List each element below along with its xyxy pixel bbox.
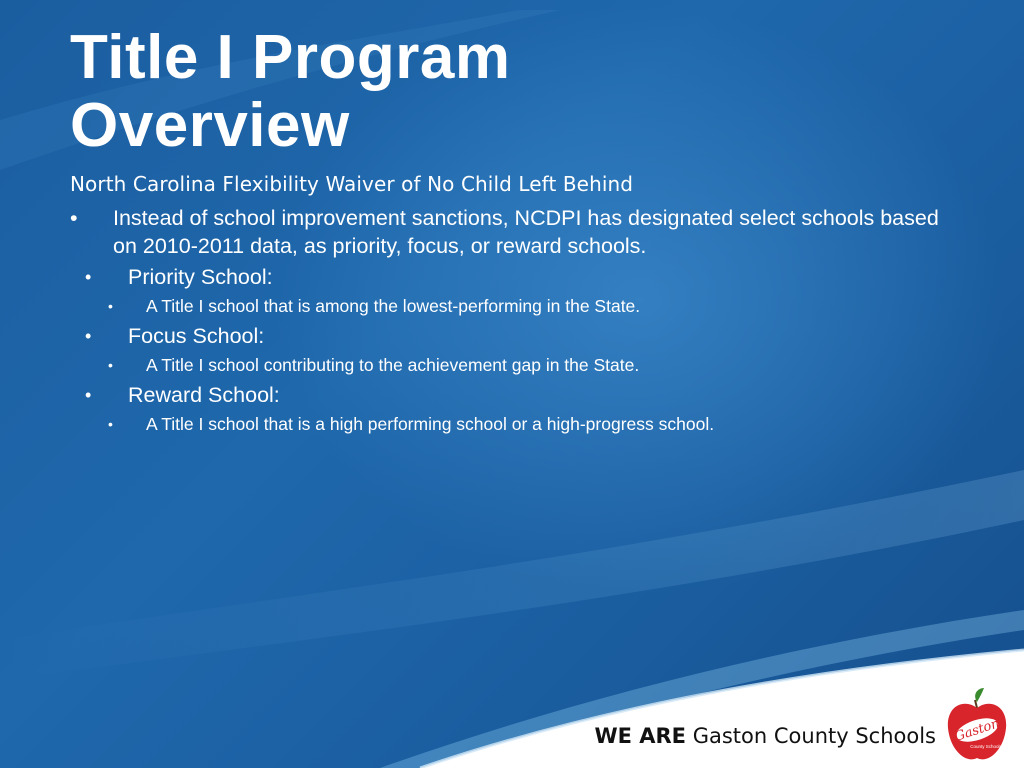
main-bullet-text: Instead of school improvement sanctions, NCDPI has designated select schools based on 2010-2011 data, as priority, focus, or reward schools. bbox=[113, 206, 939, 258]
footer-tagline-text: Gaston County Schools bbox=[692, 724, 936, 748]
detail-text: A Title I school contributing to the achievement gap in the State. bbox=[146, 355, 640, 375]
bullet-icon: • bbox=[108, 416, 113, 432]
logo-word: Gaston bbox=[952, 716, 1002, 745]
logo-sub: County Schools bbox=[970, 744, 1002, 749]
detail-text: A Title I school that is a high performing school or a high-progress school. bbox=[146, 414, 715, 434]
bullet-icon: • bbox=[70, 206, 78, 230]
slide-title: Title I Program Overview bbox=[70, 23, 511, 160]
footer-tagline bbox=[594, 724, 936, 748]
category-label: Priority School: bbox=[128, 265, 273, 289]
gaston-apple-logo-icon bbox=[944, 686, 1010, 764]
detail-text: A Title I school that is among the lowest-performing in the State. bbox=[146, 296, 641, 316]
category-label: Focus School: bbox=[128, 324, 265, 348]
bullet-icon: • bbox=[85, 267, 92, 287]
footer-tagline-bold: WE ARE bbox=[594, 724, 687, 748]
slide-subtitle: North Carolina Flexibility Waiver of No Child Left Behind bbox=[70, 172, 634, 196]
category-label: Reward School: bbox=[128, 383, 280, 407]
bullet-icon: • bbox=[85, 326, 92, 346]
bullet-icon: • bbox=[85, 385, 92, 405]
bullet-icon: • bbox=[108, 298, 113, 314]
bullet-icon: • bbox=[108, 357, 113, 373]
